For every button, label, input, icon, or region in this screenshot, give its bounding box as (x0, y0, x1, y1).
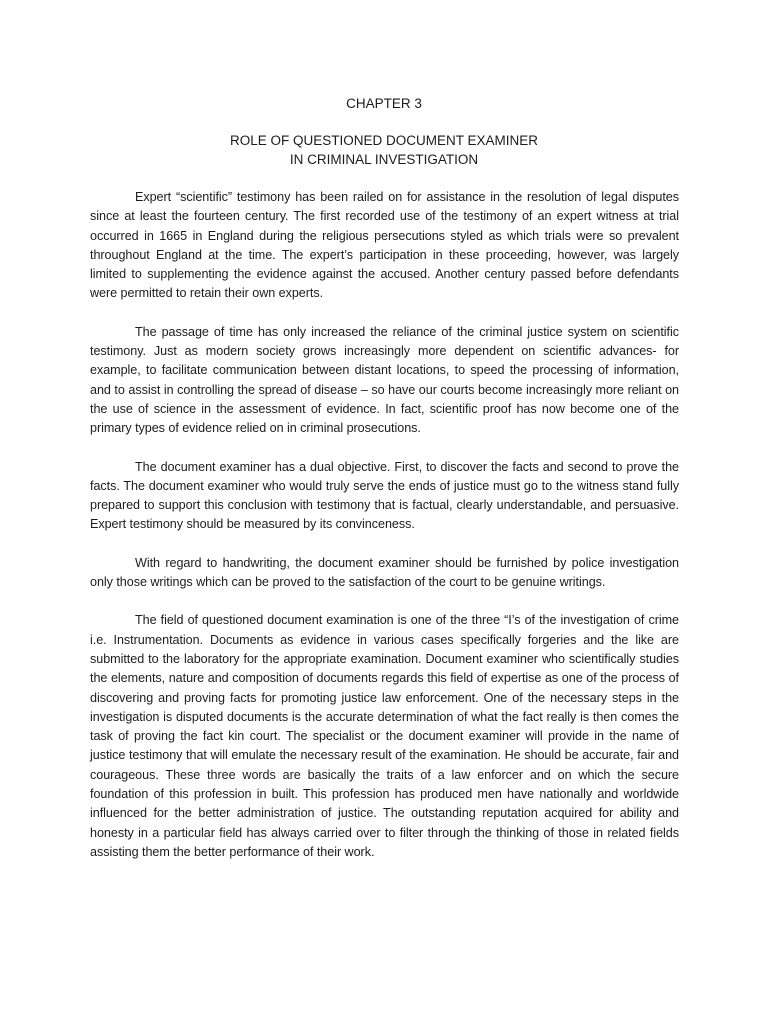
chapter-title (0, 131, 768, 169)
chapter-heading: CHAPTER 3 (346, 96, 422, 111)
paragraph-3: The document examiner has a dual objective. First, to discover the facts and second to prove the facts. The document examiner who would truly serve the ends of justice must go to the witness stand fully prepared to support this conclusion with testimony that is factual, clearly understandable, and persuasive. Expert testimony should be measured by its convinceness. (90, 459, 679, 532)
paragraph-1: Expert “scientific” testimony has been railed on for assistance in the resolution of legal disputes since at least the fourteen century. The first recorded use of the testimony of an expert witness at trial occurred in 1665 in England during the religious persecutions styled as which trials were so prevalent throughout England at the time. The expert’s participation in these proceeding, however, was largely limited to supplementing the evidence against the accused. Another century passed before defendants were permitted to retain their own experts. (90, 190, 679, 301)
chapter-title-line-2: IN CRIMINAL INVESTIGATION (289, 152, 479, 167)
document-body (90, 188, 679, 881)
paragraph-4: With regard to handwriting, the document examiner should be furnished by police investigation only those writings which can be proved to the satisfaction of the court to be genuine writings. (90, 555, 679, 590)
chapter-title-line-1: ROLE OF QUESTIONED DOCUMENT EXAMINER (229, 133, 539, 148)
paragraph-5: The field of questioned document examination is one of the three “I’s of the investigation of crime i.e. Instrumentation. Documents as evidence in various cases specifically forgeries and the like are submitted to the laboratory for the appropriate examination. Document examiner who scientifically studies the elements, nature and composition of documents regards this field of expertise as one of the process of discovering and proving facts for promoting justice law enforcement. One of the necessary steps in the investigation is disputed documents is the accurate determination of what the fact really is then comes the task of proving the fact kin court. The specialist or the document examiner will provide in the name of justice testimony that will emulate the necessary result of the examination. He should be accurate, fair and courageous. These three words are basically the traits of a law enforcer and on which the secure foundation of this profession in built. This profession has produced men have nationally and worldwide influenced for the better administration of justice. The outstanding reputation acquired for ability and honesty in a particular field has always carried over to filter through the thinking of those in related fields assisting them the better performance of their work. (90, 613, 679, 859)
paragraph-2: The passage of time has only increased the reliance of the criminal justice system on scientific testimony. Just as modern society grows increasingly more dependent on scientific advances- for example, to facilitate communication between distant locations, to speed the processing of information, and to assist in controlling the spread of disease – so have our courts become increasingly more reliant on the use of science in the assessment of evidence. In fact, scientific proof has now become one of the primary types of evidence relied on in criminal prosecutions. (90, 324, 679, 436)
